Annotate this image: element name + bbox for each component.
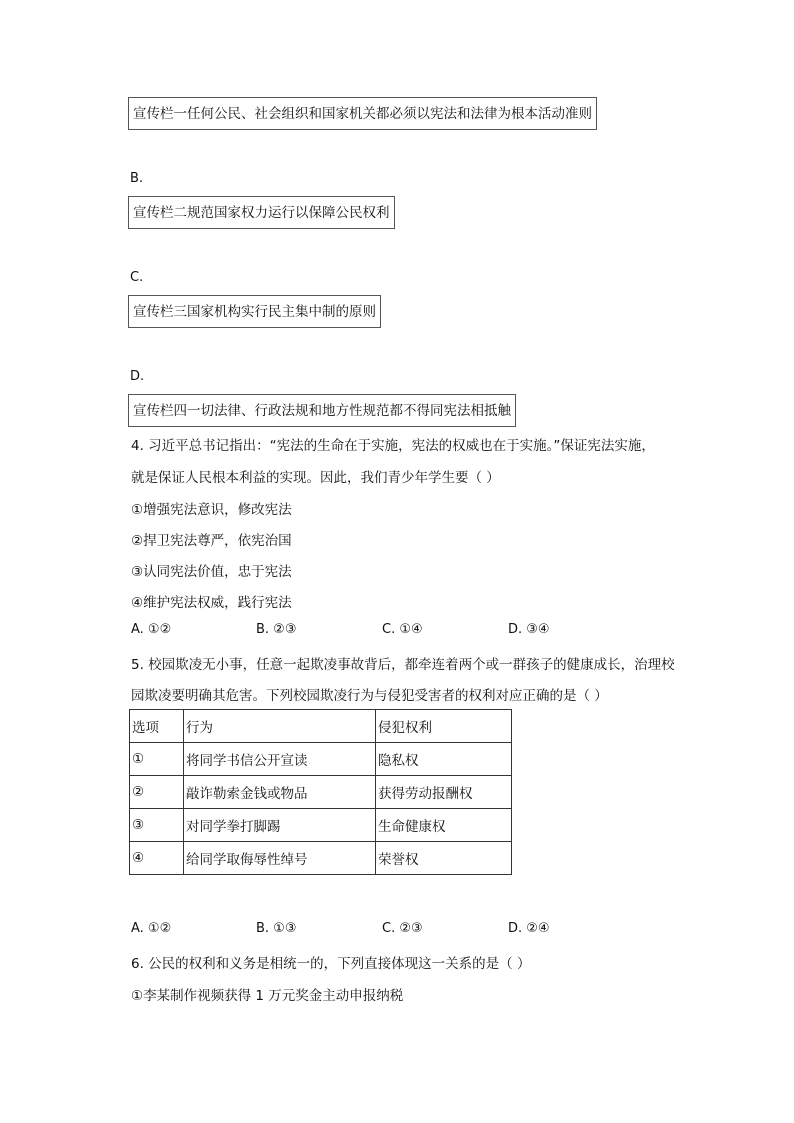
q4-option-b: B. ②③ (256, 622, 297, 637)
table-cell: 获得劳动报酬权 (376, 776, 512, 809)
table-cell: 给同学取侮辱性绰号 (184, 842, 376, 875)
q5-options (131, 921, 651, 941)
table-row (130, 842, 512, 875)
q4-option-c: C. ①④ (382, 622, 423, 637)
option-b-box: 宣传栏二规范国家权力运行以保障公民权利 (128, 196, 395, 229)
table-cell: ④ (130, 842, 184, 875)
q4-item: ④维护宪法权威，践行宪法 (131, 595, 292, 611)
table-header-cell: 选项 (130, 710, 184, 743)
table-cell: 对同学拳打脚踢 (184, 809, 376, 842)
q5-stem-line1: 5. 校园欺凌无小事，任意一起欺凌事故背后，都牵连着两个或一群孩子的健康成长，治理校 (131, 657, 675, 673)
q5-option-d: D. ②④ (508, 921, 550, 936)
q6-stem-line1: 6. 公民的权利和义务是相统一的，下列直接体现这一关系的是（ ） (131, 956, 531, 972)
table-cell: 荣誉权 (376, 842, 512, 875)
q4-option-a: A. ①② (131, 622, 172, 637)
q4-stem-line1: 4. 习近平总书记指出：“宪法的生命在于实施，宪法的权威也在于实施。”保证宪法实施， (131, 438, 655, 454)
table-cell: 生命健康权 (376, 809, 512, 842)
q5-option-a: A. ①② (131, 921, 172, 936)
table-cell: ① (130, 743, 184, 776)
table-row (130, 809, 512, 842)
table-header-cell: 行为 (184, 710, 376, 743)
option-a-box: 宣传栏一任何公民、社会组织和国家机关都必须以宪法和法律为根本活动准则 (128, 97, 597, 130)
table-cell: 敲诈勒索金钱或物品 (184, 776, 376, 809)
option-b-label: B. (130, 171, 144, 186)
table-header-row (130, 710, 512, 743)
table-cell: 隐私权 (376, 743, 512, 776)
option-d-box: 宣传栏四一切法律、行政法规和地方性规范都不得同宪法相抵触 (128, 394, 516, 427)
option-c-label: C. (130, 270, 144, 285)
option-c-box: 宣传栏三国家机构实行民主集中制的原则 (128, 295, 381, 328)
q5-table (129, 709, 512, 875)
table-cell: 将同学书信公开宣读 (184, 743, 376, 776)
q5-option-b: B. ①③ (256, 921, 297, 936)
table-row (130, 743, 512, 776)
q4-item: ②捍卫宪法尊严，依宪治国 (131, 533, 292, 549)
option-d-label: D. (130, 369, 145, 384)
table-cell: ③ (130, 809, 184, 842)
q4-item: ①增强宪法意识，修改宪法 (131, 502, 292, 518)
q5-stem-line2: 园欺凌要明确其危害。下列校园欺凌行为与侵犯受害者的权利对应正确的是（ ） (131, 688, 608, 704)
q5-option-c: C. ②③ (382, 921, 423, 936)
q4-option-d: D. ③④ (508, 622, 550, 637)
table-header-cell: 侵犯权利 (376, 710, 512, 743)
table-row (130, 776, 512, 809)
q4-stem-line2: 就是保证人民根本利益的实现。因此，我们青少年学生要（ ） (131, 470, 500, 486)
q6-item: ①李某制作视频获得 1 万元奖金主动申报纳税 (131, 988, 404, 1004)
q4-item: ③认同宪法价值，忠于宪法 (131, 564, 292, 580)
table-cell: ② (130, 776, 184, 809)
q4-options (131, 622, 651, 642)
